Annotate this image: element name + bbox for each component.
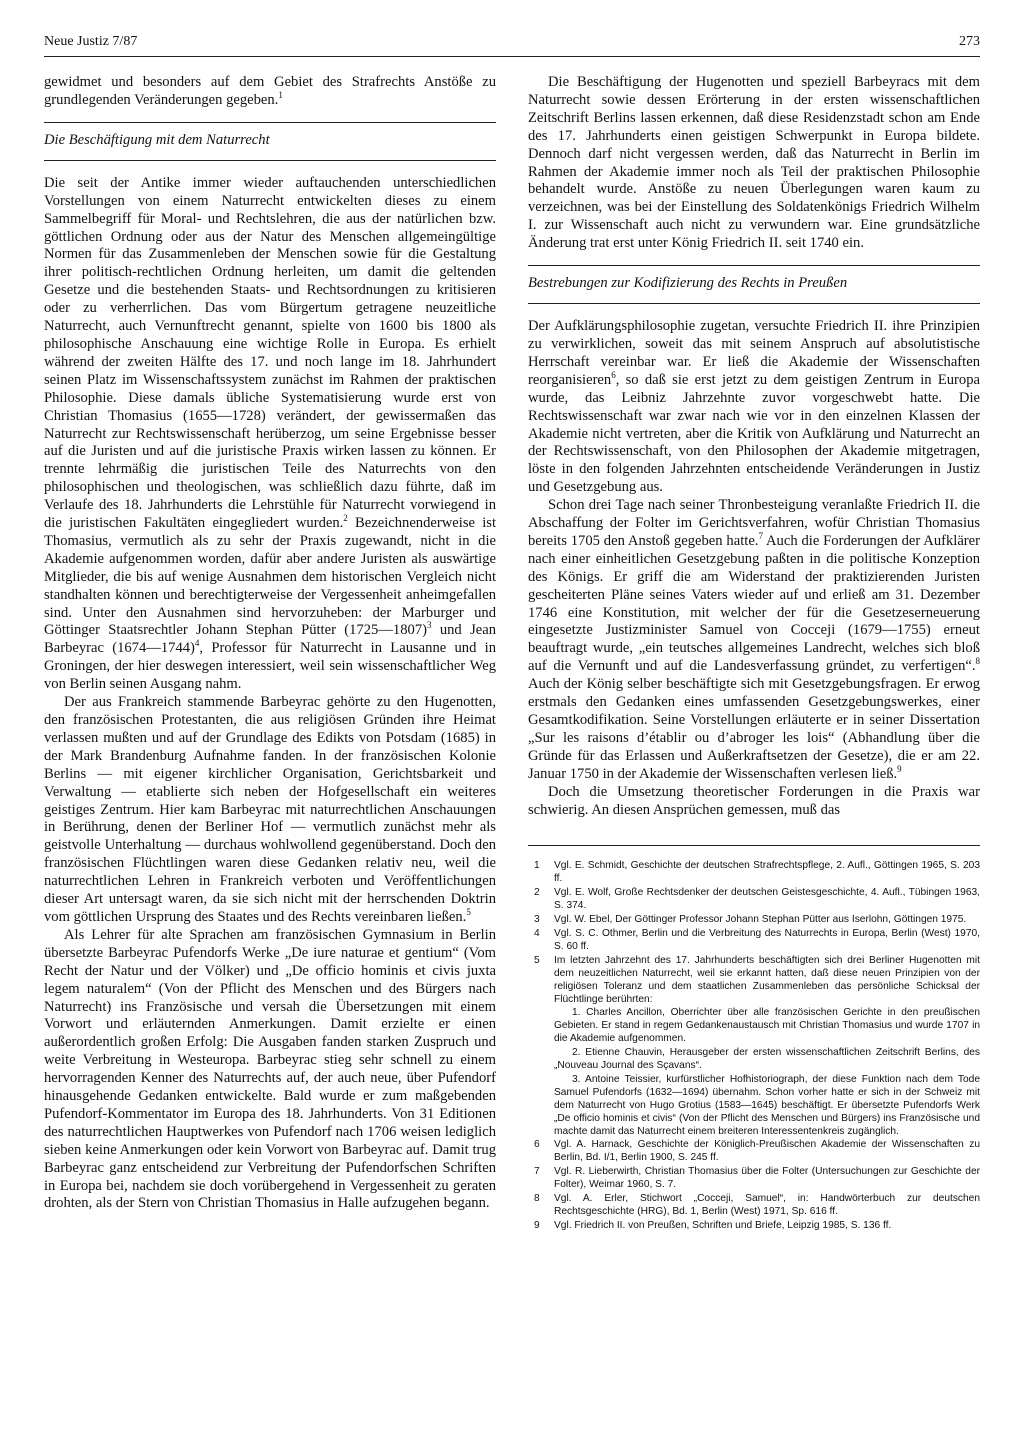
- footnote-ref[interactable]: 7: [758, 531, 763, 542]
- footnote-item: [528, 928, 980, 954]
- footnote-text: Vgl. E. Wolf, Große Rechtsdenker der deutschen Geistesgeschichte, 4. Aufl., Tübingen 1963, S. 374.: [554, 887, 980, 912]
- footnote-item: [528, 887, 980, 913]
- footnote-item: [528, 860, 980, 886]
- footnote-item: [528, 1139, 980, 1165]
- footnote-number: [528, 1047, 554, 1073]
- footnote-item: [528, 1220, 980, 1233]
- page-number: 273: [959, 34, 980, 49]
- body-paragraph: Der aus Frankreich stammende Barbeyrac gehörte zu den Hugenotten, den französischen Protestanten, die aus religiösen Gründen ihre Heimat verlassen mußten und auf der Grundlage des Edikts von Potsdam (1685) in der Mark Brandenburg Aufnahme fanden. In der französischen Kolonie Berlins — mit eigener kirchlicher Organisation, Gerichtsbarkeit und Verwaltung — etablierte sich neben der Hofgesellschaft ein weiteres geistiges Zentrum. Hier kam Barbeyrac mit naturrechtlichen Anschauungen in Berührung, denen der Berliner Hof — vermutlich zunächst mehr als geistvolle Unterhaltung — durchaus wohlwollend gegenüberstand. Doch den französischen Flüchtlingen waren diese Gedanken relativ neu, weil die naturrechtlichen Lehren in Frankreich verboten und Veröffentlichungen dieser Art untersagt waren, da sie sich nicht mit der herrschenden Doktrin vom göttlichen Ursprung des Staates und des Rechts vereinbaren ließen.$^5$: [44, 694, 496, 925]
- left-column: [44, 74, 496, 1213]
- footnote-number: 1: [534, 860, 540, 872]
- footnote-ref[interactable]: 9: [897, 763, 902, 774]
- footnote-item: [528, 1166, 980, 1192]
- footnote-item: [528, 1047, 980, 1073]
- footnote-text: 2. Etienne Chauvin, Herausgeber der ersten wissenschaftlichen Zeitschrift Berlins, des „Nouveau Journal des Sçavans“.: [554, 1047, 980, 1072]
- footnote-text: Vgl. A. Harnack, Geschichte der Königlich-Preußischen Akademie der Wissenschaften zu Berlin, Bd. I/1, Berlin 1900, S. 245 ff.: [554, 1139, 980, 1164]
- intro-paragraph: gewidmet und besonders auf dem Gebiet des Strafrechts Anstöße zu grundlegenden Veränderungen gegeben.$^1$: [44, 74, 496, 108]
- section-heading: Die Beschäftigung mit dem Naturrecht: [44, 122, 496, 161]
- body-paragraph: Als Lehrer für alte Sprachen am französischen Gymnasium in Berlin übersetzte Barbeyrac Pufendorfs Werke „De iure naturae et gentium“ (Vom Recht der Natur und der Völker) und „De officio hominis et civis juxta legem naturalem“ (Von der Pflicht des Menschen und des Bürgers nach Naturrecht) ins Französische und versah die Übersetzungen mit einem Vorwort und erläuternden Anmerkungen. Damit erzielte er einen außerordentlich großen Erfolg: Die Ausgaben fanden starken Zuspruch und weite Verbreitung in Westeuropa. Barbeyrac stieg sehr schnell zu einem hervorragenden Kenner des Naturrechts auf, der auch neue, über Pufendorf hinausgehende Gedanken entwickelte. Bald wurde er zum maßgebenden Pufendorf-Kommentator im Europa des 18. Jahrhunderts. Von 31 Editionen des naturrechtlichen Hauptwerkes von Pufendorf nach 1706 weisen lediglich sieben keine Anmerkungen oder kein Vorwort von Barbeyrac auf. Damit trug Barbeyrac ganz entscheidend zur Verbreitung der Pufendorfschen Schriften in Europa bei, nachdem sie doch vorübergehend in Vergessenheit zu geraten drohten, als der Stern von Christian Thomasius in Halle aufzugehen begann.: [44, 926, 496, 1212]
- body-paragraph: Doch die Umsetzung theoretischer Forderungen in die Praxis war schwierig. An diesen Ansprüchen gemessen, muß das: [528, 783, 980, 818]
- body-paragraph: Die Beschäftigung der Hugenotten und speziell Barbeyracs mit dem Naturrecht sowie dessen Erörterung in der ersten wissenschaftlichen Zeitschrift Berlins lassen erkennen, daß diese Residenzstadt schon am Ende des 17. Jahrhunderts einen geistigen Schwerpunkt in Europa bildete. Dennoch darf nicht vergessen werden, daß das Naturrecht in Berlin im Rahmen der Akademie immer noch als Teil der praktischen Philosophie behandelt wurde. Anstöße zu neuen Überlegungen waren kaum zu verzeichnen, was bei der Einstellung des Soldatenkönigs Friedrich Wilhelm I. zur Wissenschaft auch nicht zu verwundern war. Eine grundsätzliche Änderung trat erst unter König Friedrich II. seit 1740 ein.: [528, 74, 980, 252]
- footnote-divider: [528, 845, 980, 846]
- footnote-text: 1. Charles Ancillon, Oberrichter über alle französischen Gerichte in den preußischen Gebieten. Er stand in regem Gedankenaustausch mit Christian Thomasius und wurde 1707 in die Akademie aufgenommen.: [554, 1007, 980, 1045]
- footnote-number: 9: [534, 1219, 540, 1231]
- footnote-number: 7: [534, 1166, 540, 1178]
- footnote-item: [528, 914, 980, 927]
- body-paragraph: Der Aufklärungsphilosophie zugetan, versuchte Friedrich II. ihre Prinzipien zu verwirklichen, soweit das mit seinem Anspruch auf absolutistische Herrschaft vereinbar war. Er ließ die Akademie der Wissenschaften reorganisieren$^6$, so daß sie erst jetzt zu dem geistigen Zentrum in Europa wurde, das Leibniz Jahrzehnte zuvor vorgeschwebt hatte. Die Rechtswissenschaft war zwar nach wie vor in den einzelnen Klassen der Akademie nicht vertreten, aber die Kritik von Aufklärung und Naturrecht an der Rechtswissenschaft, von den Philosophen der Akademie mitgetragen, löste in den folgenden Jahrzehnten entscheidende Veränderungen in Justiz und Gesetzgebung aus.: [528, 318, 980, 496]
- footnote-item: [528, 1193, 980, 1219]
- footnote-text: Vgl. R. Lieberwirth, Christian Thomasius über die Folter (Untersuchungen zur Geschichte der Folter), Weimar 1960, S. 7.: [554, 1166, 980, 1191]
- footnote-item: [528, 1074, 980, 1139]
- footnote-ref[interactable]: 1: [278, 90, 283, 101]
- footnote-text: Vgl. Friedrich II. von Preußen, Schriften und Briefe, Leipzig 1985, S. 136 ff.: [554, 1219, 892, 1231]
- footnote-ref[interactable]: 5: [466, 907, 471, 918]
- footnotes-list: [528, 860, 980, 1232]
- body-paragraph: Die seit der Antike immer wieder auftauchenden unterschiedlichen Vorstellungen von einem Naturrecht entwickelten dieses zu einem Sammelbegriff für Moral- und Rechtslehren, die aus der natürlichen bzw. göttlichen Ordnung oder aus der Natur des Menschen allgemeingültige Normen für das Zusammenleben der Menschen sowie für die Gestaltung ihrer politisch-rechtlichen Ordnung herleiten, um damit die geltenden Gesetze und die bestehenden Staats- und Rechtsordnungen zu kritisieren oder zu verherrlichen. Das vom Bürgertum getragene neuzeitliche Naturrecht, auch Vernunftrecht genannt, spielte von 1600 bis 1800 als philosophische Anschauung eine wichtige Rolle in Europa. Es erhielt während der zweiten Hälfte des 17. und noch lange im 18. Jahrhundert seinen Platz im Wissenschaftssystem zunächst im Rahmen der praktischen Philosophie. Diese damals übliche Systematisierung wurde erst von Christian Thomasius (1655—1728) verändert, der gewissermaßen das Naturrecht zur Rechtswissenschaft herüberzog, um seine Ergebnisse besser auf die Juristen und auf die juristische Praxis wirken lassen zu können. Er trennte lehrmäßig die juristischen Teile des Naturrechts von den philosophischen und theologischen, was schließlich dazu führte, daß im Verlaufe des 18. Jahrhunderts die Lehrstühle für Naturrecht vorwiegend in die juristischen Fakultäten eingegliedert wurden.$^2$ Bezeichnenderweise ist Thomasius, vermutlich als zu sehr der Praxis zugewandt, nicht in die Akademie aufgenommen worden, dafür aber andere Juristen als auswärtige Mitglieder, die bis auf wenige Ausnahmen dem historischen Vergleich nicht standhalten können und berechtigterweise der Vergessenheit anheimgefallen sind. Unter den Ausnahmen sind hervorzuheben: der Marburger und Göttinger Staatsrechtler Johann Stephan Pütter (1725—1807)$^3$ und Jean Barbeyrac (1674—1744)$^4$, Professor für Naturrecht in Lausanne und in Groningen, der hier deswegen interessiert, weil sein wissenschaftlicher Weg von Berlin seinen Ausgang nahm.: [44, 174, 497, 693]
- footnote-text: Vgl. S. C. Othmer, Berlin und die Verbreitung des Naturrechts in Europa, Berlin (West) 1970, S. 60 ff.: [554, 927, 980, 952]
- footnote-item: [528, 1007, 980, 1046]
- footnote-text: Vgl. E. Schmidt, Geschichte der deutschen Strafrechtspflege, 2. Aufl., Göttingen 1965, S. 203 ff.: [554, 860, 980, 885]
- footnote-text: Im letzten Jahrzehnt des 17. Jahrhunderts beschäftigten sich drei Berliner Hugenotten mit dem neuzeitlichen Naturrecht, weil sie erkannt hatten, daß diese neuen Prinzipien von der religiösen Toleranz und dem staatlichen Zusammenleben das persönliche Schicksal der Flüchtlinge berührten:: [554, 954, 980, 1005]
- footnote-text: Vgl. W. Ebel, Der Göttinger Professor Johann Stephan Pütter aus Iserlohn, Göttingen 1975.: [554, 914, 967, 926]
- footnote-number: [528, 1007, 554, 1046]
- footnote-text: 3. Antoine Teissier, kurfürstlicher Hofhistoriograph, der diese Funktion nach dem Tode Samuel Pufendorfs (1632—1694) übernahm. Schon vorher hatte er sich in der Schweiz mit dem Naturrecht von Hugo Grotius (1583—1645) beschäftigt. Er übersetzte Pufendorfs Werk „De officio hominis et civis“ (Von der Pflicht des Menschen und Bürgers) ins Französische und machte damit das Naturrecht einem breiteren Interessentenkreis zugänglich.: [554, 1073, 980, 1137]
- journal-title: Neue Justiz 7/87: [44, 34, 138, 49]
- footnote-ref[interactable]: 2: [343, 513, 348, 524]
- page-header: [44, 30, 980, 57]
- right-column: [528, 74, 980, 1234]
- footnote-number: 8: [534, 1193, 540, 1205]
- footnote-ref[interactable]: 4: [194, 638, 200, 649]
- footnote-ref[interactable]: 6: [611, 369, 616, 380]
- footnote-number: 5: [534, 954, 540, 966]
- footnote-number: 4: [534, 927, 540, 939]
- section-heading: Bestrebungen zur Kodifizierung des Rechts in Preußen: [528, 265, 980, 304]
- footnote-text: Vgl. A. Erler, Stichwort „Cocceji, Samuel“, in: Handwörterbuch zur deutschen Rechtsgeschichte (HRG), Bd. 1, Berlin (West) 1971, Sp. 616 ff.: [554, 1193, 980, 1217]
- footnote-number: 3: [534, 914, 540, 926]
- footnote-number: 2: [534, 887, 540, 899]
- body-paragraph: Schon drei Tage nach seiner Thronbesteigung veranlaßte Friedrich II. die Abschaffung der Folter im Gerichtsverfahren, wofür Christian Thomasius bereits 1705 den Anstoß gegeben hatte.$^7$ Auch die Forderungen der Aufklärer nach einer einheitlichen Gesetzgebung paßten in die politische Konzeption des Königs. Er griff die am Widerstand der praktizierenden Juristen gescheiterten Pläne seines Vaters wieder auf und erließ am 31. Dezember 1746 eine Konstitution, mit welcher der für die Gesetzeserneuerung eingesetzte Justizminister Samuel von Cocceji (1679—1755) erneut beauftragt wurde, „ein teutsches allgemeines Landrecht, welches sich bloß auf die Vernunft und auf die Landesverfassung gründet, zu verfertigen“.$^8$ Auch der König selber beschäftigte sich mit Gesetzgebungsfragen. Er erwog erstmals den Gedanken eines umfassenden Gesetzgebungswerkes, einer Gesamtkodifikation. Seine Vorstellungen erläuterte er in seiner Dissertation „Sur les raisons d’établir ou d’abroger les lois“ (Abhandlung über die Gründe für das Erlassen und Außerkraftsetzen der Gesetze), die er am 22. Januar 1750 in der Akademie der Wissenschaften verlesen ließ.$^9$: [528, 497, 981, 782]
- footnote-number: [528, 1074, 554, 1139]
- footnote-number: 6: [534, 1139, 540, 1151]
- footnote-ref[interactable]: 8: [975, 656, 980, 667]
- footnote-item: [528, 955, 980, 1007]
- footnote-ref[interactable]: 3: [426, 620, 432, 631]
